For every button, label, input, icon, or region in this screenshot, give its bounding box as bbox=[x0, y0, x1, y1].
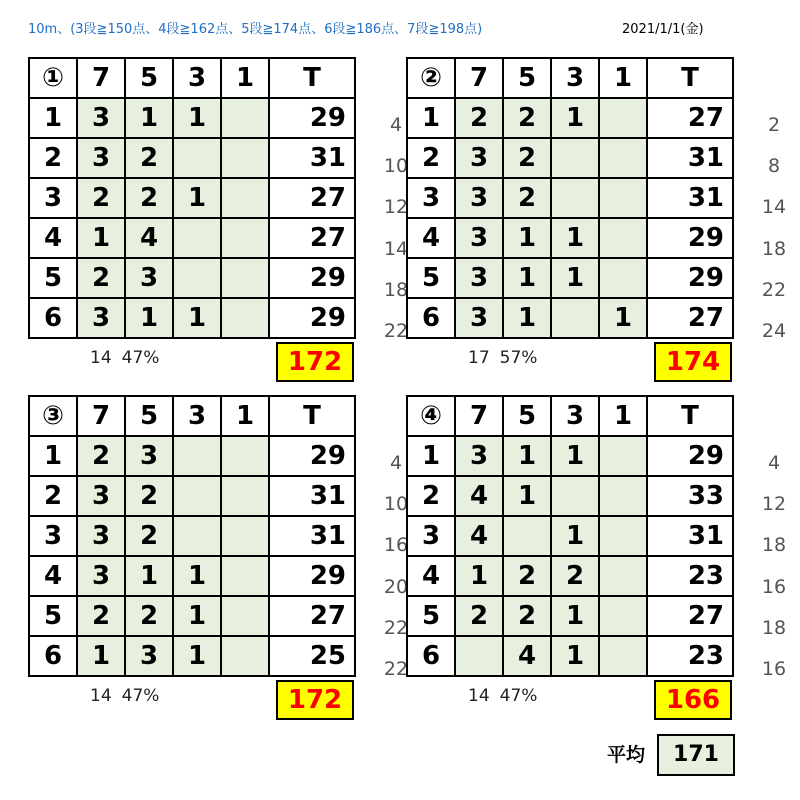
hit-count-c7: 2 bbox=[455, 596, 503, 636]
hit-count-c1 bbox=[221, 476, 269, 516]
end-total: 23 bbox=[647, 556, 733, 596]
score-table bbox=[406, 57, 734, 339]
end-number: 5 bbox=[407, 596, 455, 636]
round-total: 172 bbox=[276, 680, 354, 720]
table-row bbox=[29, 298, 355, 338]
hit-percent: 57% bbox=[499, 348, 538, 368]
end-number: 1 bbox=[29, 436, 77, 476]
end-number: 4 bbox=[407, 218, 455, 258]
hit-count-c3: 1 bbox=[551, 258, 599, 298]
hit-count-c3 bbox=[551, 476, 599, 516]
date-label: 2021/1/1(金) bbox=[622, 22, 704, 37]
hit-count-c7: 3 bbox=[455, 178, 503, 218]
hit-count-c3 bbox=[551, 178, 599, 218]
end-total: 29 bbox=[647, 436, 733, 476]
table-row bbox=[29, 178, 355, 218]
cumulative-diff: 10 bbox=[383, 493, 409, 516]
hit-count: 14 bbox=[468, 686, 490, 706]
hit-stat bbox=[468, 686, 547, 706]
cumulative-diff: 18 bbox=[761, 616, 787, 639]
end-total: 31 bbox=[647, 516, 733, 556]
score-table bbox=[28, 57, 356, 339]
table-row bbox=[29, 556, 355, 596]
hit-count-c5: 3 bbox=[125, 436, 173, 476]
cumulative-diff: 22 bbox=[761, 278, 787, 301]
end-total: 27 bbox=[269, 218, 355, 258]
end-total: 27 bbox=[269, 178, 355, 218]
hit-count-c5: 4 bbox=[503, 636, 551, 676]
hit-count-c7: 3 bbox=[455, 138, 503, 178]
hit-count-c7: 1 bbox=[77, 218, 125, 258]
round-block-3 bbox=[28, 395, 418, 725]
hit-count: 17 bbox=[468, 348, 490, 368]
hit-count-c7: 3 bbox=[77, 476, 125, 516]
cumulative-diff: 4 bbox=[767, 452, 781, 474]
header-row bbox=[29, 396, 355, 436]
column-header-total: T bbox=[269, 58, 355, 98]
end-number: 6 bbox=[29, 298, 77, 338]
column-header: 3 bbox=[551, 58, 599, 98]
hit-count-c1 bbox=[599, 476, 647, 516]
hit-stat bbox=[90, 348, 169, 368]
hit-count-c7: 3 bbox=[77, 516, 125, 556]
cumulative-diff: 12 bbox=[383, 196, 409, 219]
hit-count-c1 bbox=[599, 636, 647, 676]
end-number: 1 bbox=[407, 98, 455, 138]
header-row bbox=[407, 58, 733, 98]
column-header: 5 bbox=[503, 58, 551, 98]
end-number: 2 bbox=[29, 476, 77, 516]
table-row bbox=[29, 636, 355, 676]
round-number: ① bbox=[29, 58, 77, 98]
table-row bbox=[29, 436, 355, 476]
hit-count-c1 bbox=[221, 258, 269, 298]
hit-count-c1 bbox=[221, 138, 269, 178]
cumulative-diff: 24 bbox=[761, 319, 787, 342]
table-row bbox=[29, 596, 355, 636]
end-number: 3 bbox=[29, 516, 77, 556]
table-row bbox=[29, 258, 355, 298]
hit-count-c5: 2 bbox=[125, 516, 173, 556]
hit-count-c7: 2 bbox=[77, 436, 125, 476]
hit-count-c1 bbox=[599, 178, 647, 218]
hit-count-c1 bbox=[599, 258, 647, 298]
end-number: 1 bbox=[407, 436, 455, 476]
end-number: 5 bbox=[29, 596, 77, 636]
hit-count-c1 bbox=[221, 516, 269, 556]
cumulative-diff: 16 bbox=[383, 534, 409, 557]
table-row bbox=[407, 476, 733, 516]
table-row bbox=[407, 516, 733, 556]
hit-count-c1 bbox=[221, 436, 269, 476]
end-number: 3 bbox=[407, 516, 455, 556]
hit-count-c3 bbox=[173, 516, 221, 556]
hit-count-c1 bbox=[599, 556, 647, 596]
hit-count-c5: 1 bbox=[125, 556, 173, 596]
hit-count-c5: 1 bbox=[503, 298, 551, 338]
end-total: 27 bbox=[647, 298, 733, 338]
average-value: 171 bbox=[657, 734, 735, 776]
table-row bbox=[407, 636, 733, 676]
column-header: 5 bbox=[503, 396, 551, 436]
hit-count: 14 bbox=[90, 686, 112, 706]
end-total: 29 bbox=[269, 258, 355, 298]
end-total: 31 bbox=[269, 138, 355, 178]
cumulative-diff: 14 bbox=[383, 237, 409, 260]
cumulative-diff: 2 bbox=[767, 114, 781, 136]
table-row bbox=[407, 556, 733, 596]
table-row bbox=[407, 218, 733, 258]
hit-count-c7 bbox=[455, 636, 503, 676]
cumulative-diff: 22 bbox=[383, 657, 409, 680]
end-total: 29 bbox=[269, 298, 355, 338]
table-row bbox=[407, 596, 733, 636]
table-row bbox=[29, 218, 355, 258]
end-total: 29 bbox=[647, 218, 733, 258]
table-row bbox=[29, 476, 355, 516]
hit-count-c3 bbox=[173, 436, 221, 476]
end-total: 33 bbox=[647, 476, 733, 516]
cumulative-diff: 4 bbox=[389, 452, 403, 474]
end-number: 2 bbox=[407, 476, 455, 516]
end-total: 29 bbox=[647, 258, 733, 298]
end-number: 2 bbox=[407, 138, 455, 178]
end-total: 29 bbox=[269, 98, 355, 138]
table-row bbox=[407, 98, 733, 138]
hit-count-c5: 2 bbox=[503, 556, 551, 596]
hit-count-c5: 1 bbox=[125, 98, 173, 138]
column-header: 1 bbox=[599, 58, 647, 98]
hit-count-c3 bbox=[551, 138, 599, 178]
cumulative-diff: 10 bbox=[383, 155, 409, 178]
hit-count-c1 bbox=[221, 298, 269, 338]
end-number: 6 bbox=[407, 298, 455, 338]
cumulative-diff: 8 bbox=[767, 155, 781, 178]
end-total: 31 bbox=[269, 476, 355, 516]
end-total: 27 bbox=[647, 98, 733, 138]
round-number: ④ bbox=[407, 396, 455, 436]
score-table bbox=[28, 395, 356, 677]
hit-count-c5: 2 bbox=[125, 178, 173, 218]
hit-percent: 47% bbox=[499, 686, 538, 706]
column-header: 3 bbox=[551, 396, 599, 436]
hit-count-c1 bbox=[221, 556, 269, 596]
hit-count-c7: 3 bbox=[77, 98, 125, 138]
hit-count-c5: 1 bbox=[503, 436, 551, 476]
cumulative-diff: 22 bbox=[383, 616, 409, 639]
table-row bbox=[407, 258, 733, 298]
cumulative-diff-column bbox=[754, 99, 794, 346]
end-number: 4 bbox=[407, 556, 455, 596]
end-number: 5 bbox=[29, 258, 77, 298]
hit-count-c3 bbox=[173, 476, 221, 516]
round-number: ③ bbox=[29, 396, 77, 436]
hit-count-c1 bbox=[599, 516, 647, 556]
column-header: 5 bbox=[125, 58, 173, 98]
column-header: 1 bbox=[221, 396, 269, 436]
column-header: 7 bbox=[455, 58, 503, 98]
cumulative-diff: 18 bbox=[761, 237, 787, 260]
column-header: 1 bbox=[599, 396, 647, 436]
hit-count-c3: 1 bbox=[551, 636, 599, 676]
hit-count-c3 bbox=[173, 258, 221, 298]
hit-count-c7: 1 bbox=[77, 636, 125, 676]
table-row bbox=[407, 138, 733, 178]
column-header-total: T bbox=[647, 396, 733, 436]
hit-count-c7: 3 bbox=[77, 298, 125, 338]
average-label: 平均 bbox=[607, 744, 646, 766]
hit-count-c7: 1 bbox=[455, 556, 503, 596]
cumulative-diff: 16 bbox=[761, 575, 787, 598]
hit-count-c3: 1 bbox=[551, 436, 599, 476]
column-header: 7 bbox=[77, 396, 125, 436]
hit-count-c7: 3 bbox=[455, 218, 503, 258]
table-row bbox=[407, 178, 733, 218]
round-block-1 bbox=[28, 57, 418, 387]
hit-count: 14 bbox=[90, 348, 112, 368]
hit-count-c3: 1 bbox=[551, 516, 599, 556]
cumulative-diff: 18 bbox=[383, 278, 409, 301]
cumulative-diff: 4 bbox=[389, 114, 403, 136]
table-row bbox=[407, 298, 733, 338]
end-total: 29 bbox=[269, 436, 355, 476]
hit-count-c3 bbox=[173, 218, 221, 258]
hit-count-c5: 4 bbox=[125, 218, 173, 258]
hit-count-c5: 1 bbox=[503, 258, 551, 298]
table-row bbox=[29, 138, 355, 178]
hit-count-c5: 1 bbox=[125, 298, 173, 338]
hit-count-c7: 2 bbox=[77, 178, 125, 218]
hit-count-c3: 1 bbox=[173, 596, 221, 636]
hit-count-c3: 1 bbox=[551, 98, 599, 138]
round-total: 166 bbox=[654, 680, 732, 720]
hit-count-c5: 1 bbox=[503, 476, 551, 516]
end-number: 2 bbox=[29, 138, 77, 178]
round-total: 174 bbox=[654, 342, 732, 382]
hit-percent: 47% bbox=[121, 348, 160, 368]
hit-count-c7: 2 bbox=[455, 98, 503, 138]
hit-count-c1 bbox=[221, 596, 269, 636]
hit-count-c3: 1 bbox=[173, 298, 221, 338]
hit-count-c3: 1 bbox=[551, 218, 599, 258]
hit-count-c3: 1 bbox=[173, 636, 221, 676]
hit-stat bbox=[90, 686, 169, 706]
cumulative-diff: 12 bbox=[761, 493, 787, 516]
hit-count-c1 bbox=[221, 178, 269, 218]
hit-count-c1: 1 bbox=[599, 298, 647, 338]
column-header: 3 bbox=[173, 58, 221, 98]
hit-count-c3: 1 bbox=[551, 596, 599, 636]
end-total: 25 bbox=[269, 636, 355, 676]
round-block-2 bbox=[406, 57, 796, 387]
hit-count-c5 bbox=[503, 516, 551, 556]
rule-header: 10m、(3段≧150点、4段≧162点、5段≧174点、6段≧186点、7段≧198点) bbox=[28, 22, 483, 37]
end-number: 1 bbox=[29, 98, 77, 138]
hit-count-c5: 3 bbox=[125, 258, 173, 298]
end-total: 31 bbox=[647, 138, 733, 178]
hit-count-c3 bbox=[551, 298, 599, 338]
hit-count-c5: 2 bbox=[503, 178, 551, 218]
hit-count-c7: 4 bbox=[455, 516, 503, 556]
end-number: 3 bbox=[29, 178, 77, 218]
cumulative-diff: 14 bbox=[761, 196, 787, 219]
end-number: 5 bbox=[407, 258, 455, 298]
table-row bbox=[407, 436, 733, 476]
column-header: 1 bbox=[221, 58, 269, 98]
hit-count-c5: 1 bbox=[503, 218, 551, 258]
end-total: 31 bbox=[647, 178, 733, 218]
table-row bbox=[29, 98, 355, 138]
end-number: 6 bbox=[29, 636, 77, 676]
end-total: 27 bbox=[269, 596, 355, 636]
hit-count-c1 bbox=[599, 436, 647, 476]
hit-count-c7: 3 bbox=[455, 298, 503, 338]
hit-count-c7: 3 bbox=[455, 258, 503, 298]
end-total: 31 bbox=[269, 516, 355, 556]
hit-count-c3 bbox=[173, 138, 221, 178]
hit-count-c5: 2 bbox=[125, 138, 173, 178]
end-number: 4 bbox=[29, 218, 77, 258]
end-total: 29 bbox=[269, 556, 355, 596]
hit-count-c3: 2 bbox=[551, 556, 599, 596]
round-number: ② bbox=[407, 58, 455, 98]
hit-count-c5: 2 bbox=[503, 596, 551, 636]
hit-stat bbox=[468, 348, 547, 368]
column-header: 3 bbox=[173, 396, 221, 436]
header-row bbox=[407, 396, 733, 436]
cumulative-diff-column bbox=[754, 437, 794, 684]
hit-count-c1 bbox=[221, 218, 269, 258]
hit-count-c3: 1 bbox=[173, 178, 221, 218]
end-number: 3 bbox=[407, 178, 455, 218]
round-block-4 bbox=[406, 395, 796, 725]
hit-count-c7: 4 bbox=[455, 476, 503, 516]
cumulative-diff: 20 bbox=[383, 575, 409, 598]
cumulative-diff: 22 bbox=[383, 319, 409, 342]
column-header: 7 bbox=[455, 396, 503, 436]
hit-count-c1 bbox=[599, 218, 647, 258]
hit-count-c5: 2 bbox=[125, 476, 173, 516]
hit-count-c7: 2 bbox=[77, 258, 125, 298]
hit-count-c7: 2 bbox=[77, 596, 125, 636]
hit-count-c1 bbox=[221, 98, 269, 138]
hit-count-c5: 2 bbox=[125, 596, 173, 636]
hit-count-c1 bbox=[221, 636, 269, 676]
hit-count-c5: 3 bbox=[125, 636, 173, 676]
end-total: 27 bbox=[647, 596, 733, 636]
hit-count-c7: 3 bbox=[77, 556, 125, 596]
round-total: 172 bbox=[276, 342, 354, 382]
hit-count-c3: 1 bbox=[173, 556, 221, 596]
cumulative-diff: 16 bbox=[761, 657, 787, 680]
cumulative-diff: 18 bbox=[761, 534, 787, 557]
hit-percent: 47% bbox=[121, 686, 160, 706]
header-row bbox=[29, 58, 355, 98]
column-header-total: T bbox=[269, 396, 355, 436]
table-row bbox=[29, 516, 355, 556]
hit-count-c5: 2 bbox=[503, 138, 551, 178]
column-header: 7 bbox=[77, 58, 125, 98]
hit-count-c3: 1 bbox=[173, 98, 221, 138]
end-number: 6 bbox=[407, 636, 455, 676]
column-header-total: T bbox=[647, 58, 733, 98]
hit-count-c1 bbox=[599, 138, 647, 178]
hit-count-c1 bbox=[599, 596, 647, 636]
hit-count-c7: 3 bbox=[455, 436, 503, 476]
end-number: 4 bbox=[29, 556, 77, 596]
score-table bbox=[406, 395, 734, 677]
hit-count-c7: 3 bbox=[77, 138, 125, 178]
hit-count-c5: 2 bbox=[503, 98, 551, 138]
column-header: 5 bbox=[125, 396, 173, 436]
end-total: 23 bbox=[647, 636, 733, 676]
hit-count-c1 bbox=[599, 98, 647, 138]
